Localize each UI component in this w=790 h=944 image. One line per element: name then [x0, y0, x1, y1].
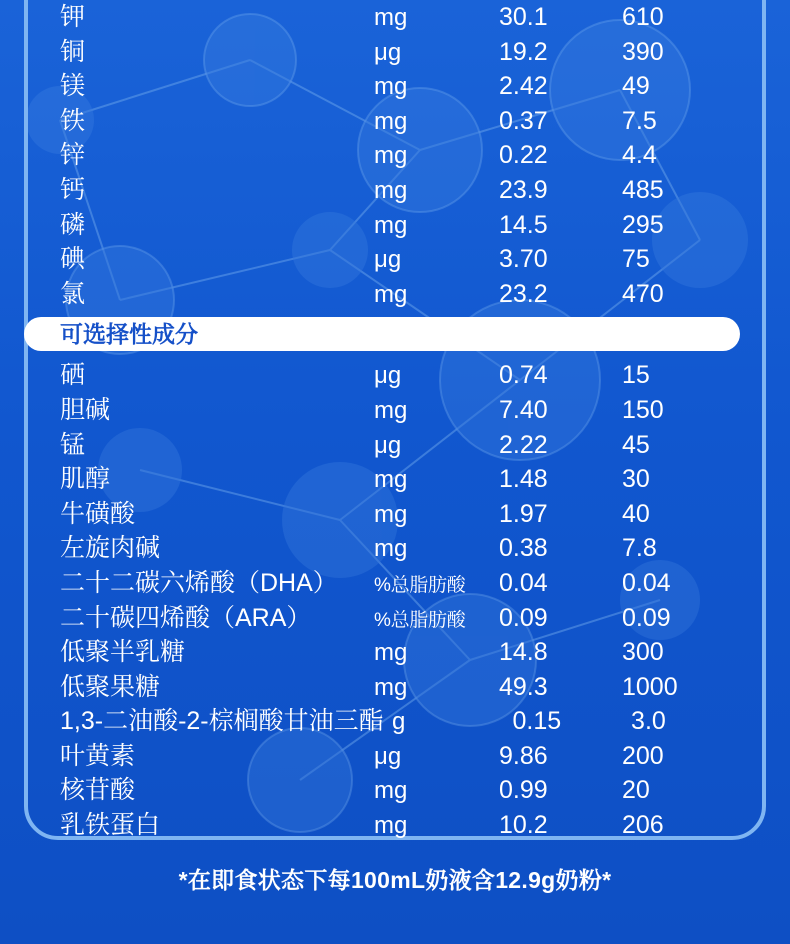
table-row	[24, 531, 766, 566]
nutrient-unit: μg	[374, 38, 402, 66]
nutrient-unit: mg	[374, 535, 408, 563]
table-row	[24, 208, 766, 243]
nutrient-value-per-100g: 3.0	[631, 707, 666, 736]
nutrient-value-per-100g: 49	[622, 72, 650, 101]
table-row	[24, 173, 766, 208]
nutrient-unit: mg	[374, 466, 408, 494]
nutrition-content	[24, 0, 766, 944]
nutrient-unit: mg	[374, 4, 408, 31]
table-row	[24, 69, 766, 104]
nutrient-value-per-100ml: 7.40	[499, 395, 548, 424]
nutrient-name: 肌醇	[60, 465, 111, 494]
nutrient-value-per-100ml: 10.2	[499, 811, 548, 840]
nutrient-value-per-100g: 390	[622, 37, 664, 66]
nutrient-name: 铁	[60, 106, 86, 135]
nutrient-unit: mg	[374, 280, 408, 308]
table-row	[24, 670, 766, 705]
nutrient-unit: %总脂肪酸	[374, 574, 466, 596]
nutrient-value-per-100g: 4.4	[622, 141, 657, 170]
nutrient-unit: mg	[374, 500, 408, 528]
nutrient-value-per-100ml: 2.22	[499, 430, 548, 459]
nutrient-name: 乳铁蛋白	[60, 811, 161, 840]
nutrient-unit: mg	[374, 812, 408, 840]
table-row	[24, 0, 766, 35]
nutrient-name: 磷	[60, 210, 86, 239]
nutrient-name: 胆碱	[60, 395, 111, 424]
nutrient-name: 碘	[60, 245, 86, 274]
nutrient-unit: mg	[374, 673, 408, 701]
nutrient-value-per-100ml: 0.38	[499, 534, 548, 563]
nutrient-value-per-100g: 1000	[622, 672, 678, 701]
table-row	[24, 808, 766, 843]
nutrient-value-per-100g: 470	[622, 279, 664, 308]
nutrient-value-per-100ml: 14.5	[499, 210, 548, 239]
nutrient-value-per-100g: 300	[622, 638, 664, 667]
nutrient-name: 氯	[60, 279, 86, 308]
nutrient-unit: μg	[374, 431, 402, 459]
nutrient-unit: mg	[374, 176, 408, 204]
table-row	[24, 358, 766, 393]
nutrient-name: 二十二碳六烯酸（DHA）	[60, 568, 338, 597]
nutrient-name: 锌	[60, 141, 86, 170]
nutrient-value-per-100ml: 1.97	[499, 499, 548, 528]
nutrient-value-per-100ml: 0.22	[499, 141, 548, 170]
nutrient-value-per-100ml: 0.15	[512, 707, 562, 736]
nutrient-name: 低聚半乳糖	[60, 638, 186, 667]
nutrient-name: 锰	[60, 430, 86, 459]
nutrient-value-per-100g: 7.8	[622, 534, 657, 563]
table-row	[24, 739, 766, 774]
nutrient-name: 铜	[60, 37, 86, 66]
table-row	[24, 138, 766, 173]
nutrient-unit: g	[392, 708, 406, 736]
nutrient-value-per-100g: 45	[622, 430, 650, 459]
nutrient-value-per-100g: 206	[622, 811, 664, 840]
nutrient-name: 1,3-二油酸-2-棕榈酸甘油三酯	[60, 707, 384, 736]
nutrient-value-per-100g: 0.09	[622, 603, 671, 632]
table-row	[24, 497, 766, 532]
table-row	[24, 635, 766, 670]
nutrient-value-per-100ml: 30.1	[499, 3, 548, 31]
nutrient-unit: μg	[374, 742, 402, 770]
nutrient-value-per-100g: 15	[622, 361, 650, 390]
nutrient-value-per-100ml: 23.2	[499, 279, 548, 308]
nutrient-value-per-100g: 295	[622, 210, 664, 239]
nutrient-value-per-100ml: 0.09	[499, 603, 548, 632]
section-header-label: 可选择性成分	[60, 320, 198, 347]
nutrient-name: 叶黄素	[60, 741, 136, 770]
nutrient-name: 二十碳四烯酸（ARA）	[60, 603, 312, 632]
nutrient-unit: μg	[374, 246, 402, 274]
table-row	[24, 35, 766, 70]
nutrient-value-per-100ml: 19.2	[499, 37, 548, 66]
nutrient-value-per-100g: 150	[622, 395, 664, 424]
nutrient-unit: mg	[374, 211, 408, 239]
nutrient-unit: %总脂肪酸	[374, 609, 466, 631]
nutrient-value-per-100ml: 0.37	[499, 106, 548, 135]
nutrient-value-per-100g: 75	[622, 245, 650, 274]
nutrient-value-per-100ml: 9.86	[499, 741, 548, 770]
nutrient-name: 钾	[60, 3, 86, 31]
nutrient-value-per-100g: 200	[622, 741, 664, 770]
nutrient-value-per-100g: 40	[622, 499, 650, 528]
nutrient-value-per-100g: 0.04	[622, 568, 671, 597]
nutrient-value-per-100ml: 14.8	[499, 638, 548, 667]
table-row	[24, 428, 766, 463]
nutrient-value-per-100g: 7.5	[622, 106, 657, 135]
nutrient-name: 钙	[60, 175, 86, 204]
table-row	[24, 566, 766, 601]
table-row	[24, 773, 766, 808]
nutrient-name: 核苷酸	[60, 776, 136, 805]
nutrition-table	[24, 0, 766, 843]
nutrient-unit: mg	[374, 777, 408, 805]
table-row	[24, 393, 766, 428]
table-row	[24, 104, 766, 139]
nutrient-unit: mg	[374, 107, 408, 135]
table-row	[24, 704, 766, 739]
section-header-optional-ingredients	[24, 317, 740, 351]
table-row	[24, 462, 766, 497]
table-row	[24, 277, 766, 312]
nutrient-name: 左旋肉碱	[60, 534, 161, 563]
nutrient-name: 牛磺酸	[60, 499, 136, 528]
nutrient-value-per-100ml: 2.42	[499, 72, 548, 101]
table-row	[24, 601, 766, 636]
nutrient-value-per-100ml: 3.70	[499, 245, 548, 274]
nutrient-value-per-100ml: 0.04	[499, 568, 548, 597]
nutrient-name: 镁	[60, 72, 86, 101]
nutrient-value-per-100g: 610	[622, 3, 664, 31]
footnote-text: *在即食状态下每100mL奶液含12.9g奶粉*	[178, 867, 612, 893]
nutrient-value-per-100ml: 1.48	[499, 465, 548, 494]
nutrient-value-per-100ml: 23.9	[499, 175, 548, 204]
nutrient-unit: mg	[374, 73, 408, 101]
table-row	[24, 242, 766, 277]
nutrient-value-per-100ml: 49.3	[499, 672, 548, 701]
nutrient-name: 低聚果糖	[60, 672, 161, 701]
nutrient-unit: mg	[374, 396, 408, 424]
nutrient-value-per-100ml: 0.99	[499, 776, 548, 805]
nutrient-unit: mg	[374, 639, 408, 667]
nutrient-unit: μg	[374, 362, 402, 390]
nutrient-value-per-100g: 20	[622, 776, 650, 805]
nutrient-value-per-100g: 30	[622, 465, 650, 494]
nutrient-unit: mg	[374, 142, 408, 170]
nutrient-name: 硒	[60, 361, 86, 390]
nutrient-value-per-100ml: 0.74	[499, 361, 548, 390]
nutrient-value-per-100g: 485	[622, 175, 664, 204]
